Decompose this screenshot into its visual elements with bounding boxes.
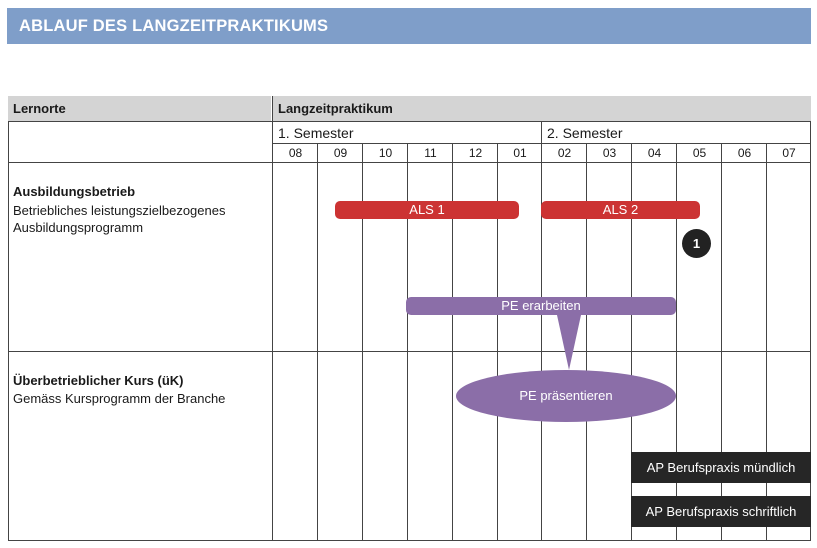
month-label: 07 [782,146,796,160]
month-label: 09 [333,146,348,160]
pe-erarbeiten-bar: PE erarbeiten [406,297,676,315]
page-title: ABLAUF DES LANGZEITPRAKTIKUMS [7,8,811,44]
header-lernorte: Lernorte [13,101,66,116]
month-label: 10 [378,146,393,160]
als-2-bar: ALS 2 [541,201,700,219]
month-label: 05 [692,146,707,160]
month-label: 08 [288,146,303,160]
month-label: 02 [557,146,572,160]
month-label: 04 [647,146,662,160]
month-label: 03 [602,146,617,160]
ap-muendlich-box: AP Berufspraxis mündlich [631,452,811,483]
month-label: 12 [468,146,483,160]
row-subtitle-ueberbetrieblicher-kurs: Gemäss Kursprogramm der Branche [13,391,226,406]
callout-pointer [557,315,581,370]
month-label: 01 [513,146,527,160]
als-1-bar: ALS 1 [335,201,519,219]
header-langzeitpraktikum: Langzeitpraktikum [278,101,393,116]
row-title-ueberbetrieblicher-kurs: Überbetrieblicher Kurs (üK) [13,373,184,388]
semester-1-label: 1. Semester [278,125,354,141]
month-label: 11 [424,146,437,160]
pe-praesentieren-oval: PE präsentieren [456,370,676,422]
month-label: 06 [737,146,752,160]
semester-2-label: 2. Semester [547,125,623,141]
step-badge: 1 [682,229,711,258]
row-title-ausbildungsbetrieb: Ausbildungsbetrieb [13,184,136,199]
row-subtitle-ausbildungsbetrieb: Betriebliches leistungszielbezogenes Ausbildungsprogramm [13,203,226,235]
ap-schriftlich-box: AP Berufspraxis schriftlich [631,496,811,527]
